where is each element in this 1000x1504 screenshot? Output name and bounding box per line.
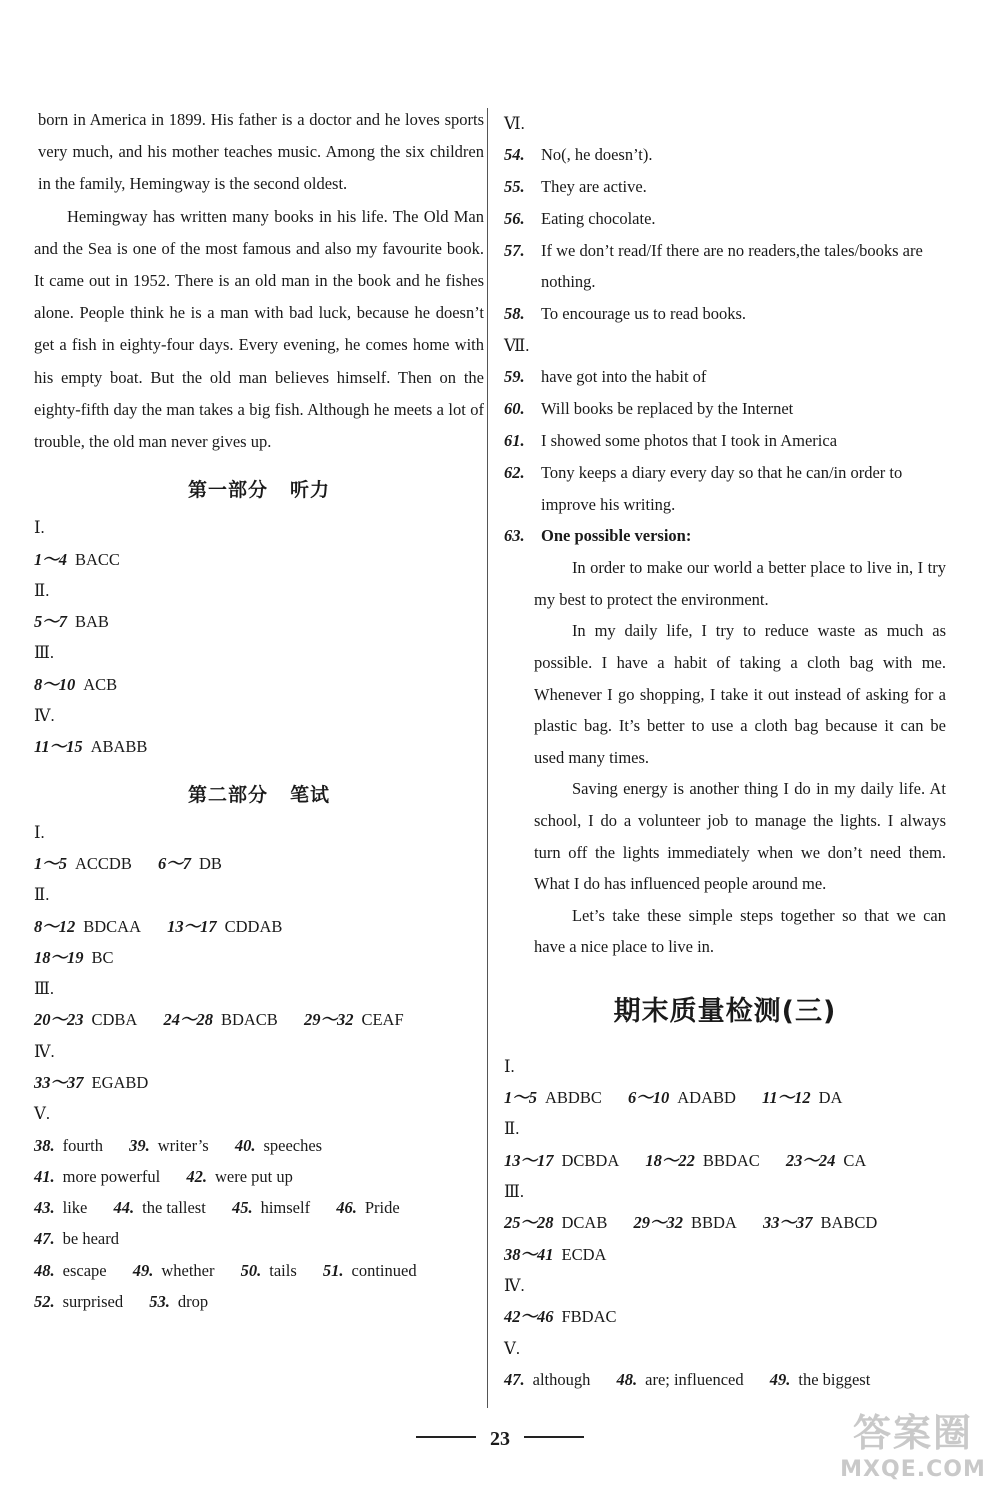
list-item: 56. Eating chocolate. bbox=[504, 208, 656, 228]
answer-line: 38. fourth 39. writer’s 40. speeches bbox=[34, 1135, 323, 1155]
answer-line: 8～10 ACB bbox=[34, 674, 118, 694]
answer-line: 48. escape 49. whether 50. tails 51. continued bbox=[34, 1260, 417, 1280]
answer-line: 52. surprised 53. drop bbox=[34, 1292, 209, 1312]
list-item: 57. If we don’t read/If there are no readers,the tales/books are nothing. bbox=[504, 240, 923, 292]
answer-line: 13～17 DCBDA 18～22 BBDAC 23～24 CA bbox=[504, 1150, 867, 1170]
exam3-title: 期末质量检测(三) bbox=[613, 995, 837, 1027]
watermark-logo: 答案圈 MXQE.COM bbox=[840, 1411, 986, 1482]
essay-heading: 63. One possible version: bbox=[504, 526, 692, 546]
answer-line: 47. be heard bbox=[34, 1229, 119, 1249]
essay-paragraph: In my daily life, I try to reduce waste as much as possible. I have a habit of taking a cloth bag with me. Whenever I go shopping, I take it out instead of asking for a plastic bag. It’s better to use a cloth bag because it can be used many times. bbox=[534, 621, 946, 767]
answer-line: 38～41 ECDA bbox=[504, 1244, 607, 1264]
part2-answers bbox=[34, 817, 484, 1318]
intro-paragraph-1: born in America in 1899. His father is a doctor and he loves sports very much, and his mother teaches music. Among the six children in the family, Hemingway is the second oldest. bbox=[38, 110, 484, 194]
answer-line: 1～5 ACCDB 6～7 DB bbox=[34, 853, 222, 873]
list-item: 60. Will books be replaced by the Internet bbox=[504, 399, 794, 419]
answer-line: 43. like 44. the tallest 45. himself 46. Pride bbox=[34, 1198, 400, 1218]
part1-title: 第一部分 听力 bbox=[187, 479, 331, 502]
part2-title: 第二部分 笔试 bbox=[187, 783, 331, 806]
column-divider bbox=[487, 108, 488, 1408]
essay-continuation bbox=[34, 104, 484, 458]
answer-line: 47. although 48. are; influenced 49. the biggest bbox=[504, 1369, 871, 1389]
answer-line: 11～15 ABABB bbox=[34, 737, 148, 757]
page-number: 23 bbox=[490, 1428, 510, 1450]
list-item: 61. I showed some photos that I took in America bbox=[504, 430, 838, 450]
roman-heading: Ⅰ. bbox=[504, 1056, 515, 1076]
answer-line: Ⅱ. bbox=[34, 580, 50, 600]
roman-heading: Ⅴ. bbox=[504, 1338, 521, 1358]
list-item: 54. No(, he doesn’t). bbox=[504, 145, 653, 165]
answer-line: 41. more powerful 42. were put up bbox=[34, 1166, 293, 1186]
list-item: 59. have got into the habit of bbox=[504, 367, 707, 387]
answer-line: Ⅲ. bbox=[34, 643, 55, 663]
roman-heading: Ⅰ. bbox=[34, 822, 45, 842]
roman-heading: Ⅲ. bbox=[504, 1182, 525, 1202]
ornament-left bbox=[416, 1436, 476, 1438]
answer-line: 5～7 BAB bbox=[34, 612, 109, 632]
roman-heading: Ⅳ. bbox=[504, 1275, 525, 1295]
list-item: 62. Tony keeps a diary every day so that he can/in order to improve his writing. bbox=[504, 462, 903, 514]
sample-essay bbox=[504, 552, 946, 963]
roman-heading: Ⅲ. bbox=[34, 979, 55, 999]
answer-line: 25～28 DCAB 29～32 BBDA 33～37 BABCD bbox=[504, 1213, 878, 1233]
roman-heading: Ⅴ. bbox=[34, 1104, 51, 1124]
essay-paragraph: Let’s take these simple steps together so that we can have a nice place to live in. bbox=[534, 905, 946, 957]
answer-line: 1～5 ABDBC 6～10 ADABD 11～12 DA bbox=[504, 1088, 843, 1108]
list-item: 58. To encourage us to read books. bbox=[504, 304, 747, 324]
answer-line: 33～37 EGABD bbox=[34, 1072, 149, 1092]
left-column bbox=[34, 104, 484, 1317]
roman-heading: Ⅳ. bbox=[34, 1041, 55, 1061]
essay-paragraph: Saving energy is another thing I do in my daily life. At school, I do a volunteer job to manage the lights. I always turn off the lights immediately when we don’t need them. What I do has influenced people around me. bbox=[534, 779, 946, 894]
roman-heading: Ⅶ. bbox=[504, 336, 530, 356]
answer-line: 18～19 BC bbox=[34, 947, 114, 967]
intro-paragraph-2: Hemingway has written many books in his life. The Old Man and the Sea is one of the most famous and also my favourite book. It came out in 1952. There is an old man in the book and he fishes alone. People think he is a man with bad luck, because he doesn’t get a fish in eighty-four days. Every evening, he comes home with his empty boat. But the old man believes himself. Then on the eighty-fifth day the man takes a big fish. Although he meets a lot of trouble, the old man never gives up. bbox=[34, 206, 484, 452]
roman-heading: Ⅱ. bbox=[504, 1119, 520, 1139]
roman-heading: Ⅵ. bbox=[504, 114, 525, 133]
essay-paragraph: In order to make our world a better place to live in, I try my best to protect the environment. bbox=[534, 558, 946, 609]
answer-line: 1～4 BACC bbox=[34, 549, 120, 569]
answer-line: 42～46 FBDAC bbox=[504, 1307, 617, 1327]
answer-line: Ⅰ. bbox=[34, 518, 45, 538]
answer-line: Ⅳ. bbox=[34, 706, 55, 726]
ornament-right bbox=[524, 1436, 584, 1438]
answer-line: 8～12 BDCAA 13～17 CDDAB bbox=[34, 916, 283, 936]
answer-line: 20～23 CDBA 24～28 BDACB 29～32 CEAF bbox=[34, 1010, 404, 1030]
list-item: 55. They are active. bbox=[504, 177, 647, 197]
right-column bbox=[504, 108, 946, 1395]
roman-heading: Ⅱ. bbox=[34, 885, 50, 905]
part1-answers bbox=[34, 512, 484, 762]
